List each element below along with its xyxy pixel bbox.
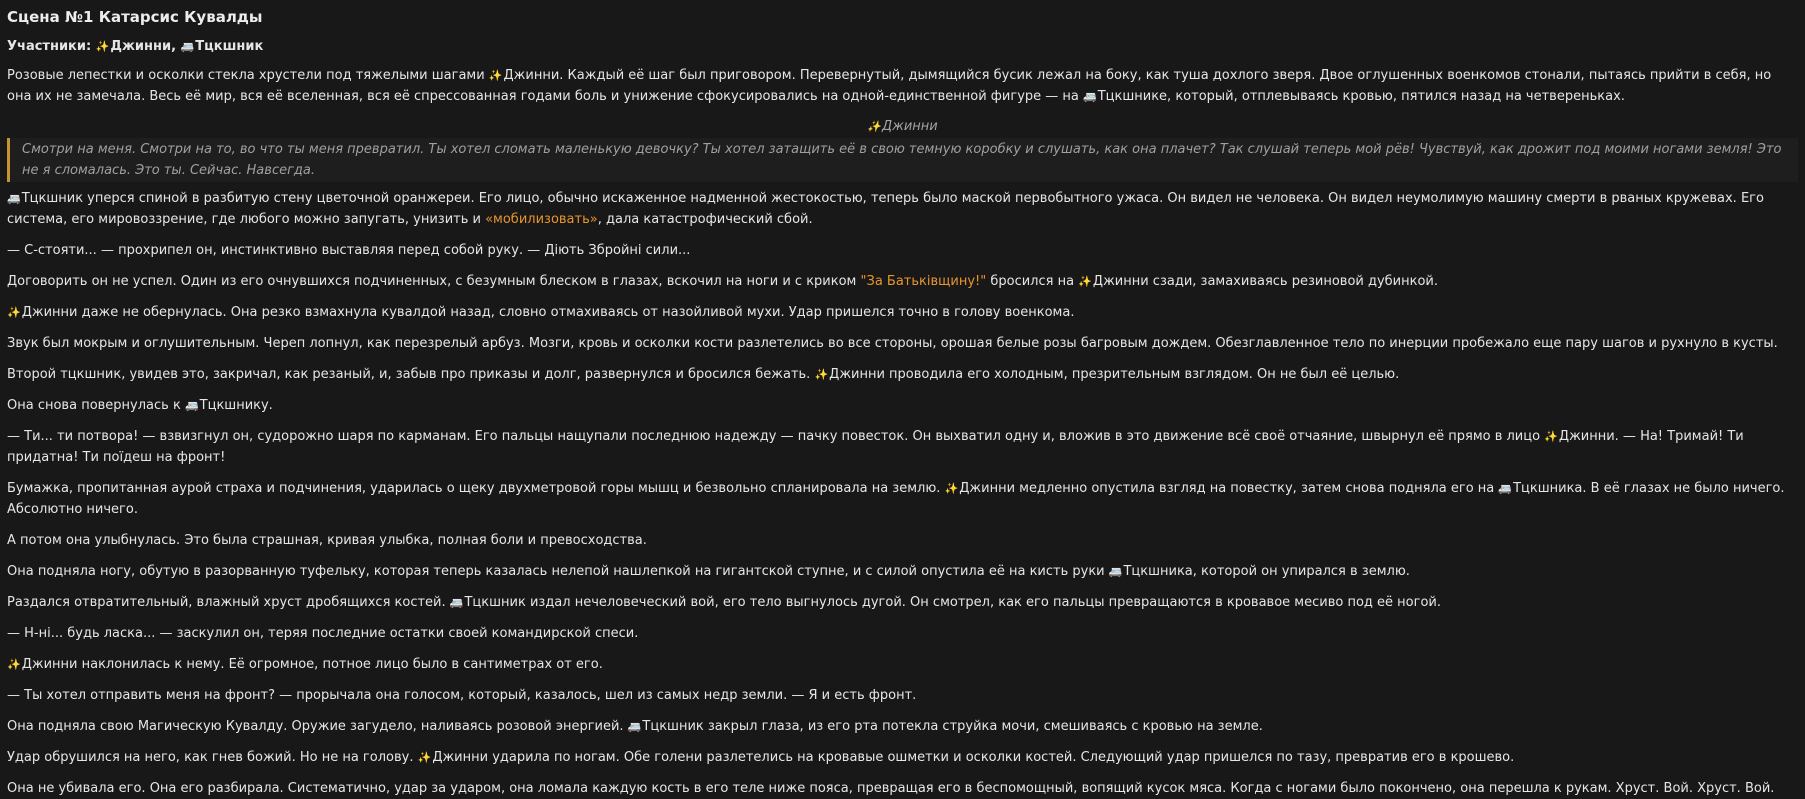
van-icon: 🚐	[1498, 482, 1513, 495]
text-run: Джинни проводила его холодным, презрительным взглядом. Он не был её целью.	[829, 367, 1400, 382]
paragraph	[7, 592, 1798, 613]
paragraph: Она не убивала его. Она его разбирала. Систематично, удар за ударом, она ломала каждую кость в его теле ниже пояса, превращая его в беспомощный, вопящий кусок мяса. Когда с ногами было покончено, она перешла к рукам. Хруст. Вой. Хруст. Вой.	[7, 781, 1775, 796]
participants-line	[7, 37, 1798, 57]
text-run: Джинни сзади, замахиваясь резиновой дубинкой.	[1092, 274, 1439, 289]
participant-djinni: Джинни,	[110, 39, 177, 54]
text-run: , дала катастрофический сбой.	[597, 212, 813, 227]
text-run: Тцкшника. В её глазах не было ничего. Абсолютно ничего.	[7, 481, 1785, 517]
speaker-name: Джинни	[881, 119, 938, 134]
paragraph	[7, 395, 1798, 416]
van-icon: 🚐	[180, 40, 195, 53]
wand-sparkles-icon: ✨	[944, 482, 959, 495]
text-run: Раздался отвратительный, влажный хруст дробящихся костей.	[7, 595, 450, 610]
wand-sparkles-icon: ✨	[814, 368, 829, 381]
text-run: Джинни наклонилась к нему. Её огромное, потное лицо было в сантиметрах от его.	[21, 657, 603, 672]
text-run: Тцкшнику.	[199, 398, 273, 413]
text-run: Джинни. Каждый её шаг был приговором. Перевернутый, дымящийся бусик лежал на боку, как туша дохлого зверя. Двое оглушенных военкомов стонали, пытаясь прийти в себя, но она их не замечала. Весь её мир, вся её вселенная, вся её спрессованная годами боль и унижение сфокусировались на одной-единственной фигуре — на	[7, 68, 1772, 104]
van-icon: 🚐	[7, 192, 21, 205]
paragraph: А потом она улыбнулась. Это была страшная, кривая улыбка, полная боли и превосходства.	[7, 533, 647, 548]
speaker-label	[7, 117, 1798, 137]
text-run: Тцкшника, которой он упирался в землю.	[1123, 564, 1410, 579]
text-run: Договорить он не успел. Один из его очнувшихся подчиненных, с безумным блеском в глазах, вскочил на ноги и с криком	[7, 274, 861, 289]
text-run: Она подняла свою Магическую Кувалду. Оружие загудело, наливаясь розовой энергией.	[7, 719, 628, 734]
van-icon: 🚐	[627, 720, 642, 733]
van-icon: 🚐	[1108, 565, 1123, 578]
van-icon: 🚐	[184, 399, 199, 412]
paragraph: Звук был мокрым и оглушительным. Череп лопнул, как перезрелый арбуз. Мозги, кровь и осколки кости разлетелись во все стороны, орошая белые розы багровым дождем. Обезглавленное тело по инерции пробежало еще пару шагов и рухнуло в кусты.	[7, 336, 1778, 351]
highlighted-text: «мобилизовать»	[485, 212, 598, 227]
text-run: Бумажка, пропитанная аурой страха и подчинения, ударилась о щеку двухметровой горы мышц и безвольно спланировала на землю.	[7, 481, 945, 496]
paragraph: — С-стояти... — прохрипел он, инстинктивно выставляя перед собой руку. — Діють Збройні сили...	[7, 243, 691, 258]
wand-sparkles-icon: ✨	[7, 306, 21, 319]
wand-sparkles-icon: ✨	[7, 658, 21, 671]
wand-sparkles-icon: ✨	[488, 69, 503, 82]
text-run: Джинни даже не обернулась. Она резко взмахнула кувалдой назад, словно отмахиваясь от назойливой мухи. Удар пришелся точно в голову военкома.	[21, 305, 1075, 320]
text-run: Тцкшник закрыл глаза, из его рта потекла струйка мочи, смешиваясь с кровью на земле.	[642, 719, 1263, 734]
text-run: Джинни медленно опустила взгляд на повестку, затем снова подняла его на	[959, 481, 1499, 496]
paragraph	[7, 426, 1798, 468]
text-run: Джинни ударила по ногам. Обе голени разлетелись на кровавые ошметки и осколки костей. Следующий удар пришелся по тазу, превратив его в крошево.	[432, 750, 1515, 765]
dialogue-quote: Смотри на меня. Смотри на то, во что ты меня превратил. Ты хотел сломать маленькую девочку? Ты хотел затащить её в свою темную коробку и слушать, как она плачет? Так слушай теперь мой рёв! Чувствуй, как дрожит под моими ногами земля! Это не я сломалась. Это ты. Сейчас. Навсегда.	[7, 138, 1798, 182]
paragraph	[7, 561, 1798, 582]
text-run: Тцкшник издал нечеловеческий вой, его тело выгнулось дугой. Он смотрел, как его пальцы превращаются в кровавое месиво под её ногой.	[464, 595, 1441, 610]
highlighted-text: "За Батьківщину!"	[860, 274, 987, 289]
wand-sparkles-icon: ✨	[417, 751, 432, 764]
text-run: Джинни. — На! Тримай! Ти придатна! Ти поїдеш на фронт!	[7, 429, 1744, 465]
text-run: Удар обрушился на него, как гнев божий. Но не на голову.	[7, 750, 418, 765]
text-run: Тцкшник уперся спиной в разбитую стену цветочной оранжереи. Его лицо, обычно искаженное надменной жестокостью, теперь было маской первобытного ужаса. Он видел не человека. Он видел неумолимую машину смерти в рваных кружевах. Его система, его мировоззрение, где любого можно запугать, унизить и	[7, 191, 1764, 227]
wand-sparkles-icon: ✨	[867, 120, 881, 133]
wand-sparkles-icon: ✨	[1078, 275, 1092, 288]
paragraph	[7, 188, 1798, 230]
text-run: Второй тцкшник, увидев это, закричал, как резаный, и, забыв про приказы и долг, развернулся и бросился бежать.	[7, 367, 815, 382]
text-run: Тцкшнике, который, отплевываясь кровью, пятился назад на четвереньках.	[1097, 89, 1625, 104]
van-icon: 🚐	[449, 596, 464, 609]
paragraph	[7, 364, 1798, 385]
paragraph: — Ты хотел отправить меня на фронт? — прорычала она голосом, который, казалось, шел из самых недр земли. — Я и есть фронт.	[7, 688, 917, 703]
paragraph	[7, 716, 1798, 737]
wand-sparkles-icon: ✨	[1544, 430, 1558, 443]
paragraph	[7, 302, 1798, 323]
paragraph: — Н-ні... будь ласка... — заскулил он, теряя последние остатки своей командирской спеси.	[7, 626, 639, 641]
paragraph	[7, 478, 1798, 520]
participants-label: Участники:	[7, 39, 92, 54]
paragraph	[7, 654, 1798, 675]
text-run: Она снова повернулась к	[7, 398, 185, 413]
text-run: бросился на	[986, 274, 1079, 289]
participant-tck: Тцкшник	[195, 39, 264, 54]
scene-title: Сцена №1 Катарсис Кувалды	[7, 8, 263, 26]
text-run: Розовые лепестки и осколки стекла хрустели под тяжелыми шагами	[7, 68, 489, 83]
text-run: — Ти... ти потвора! — взвизгнул он, судорожно шаря по карманам. Его пальцы нащупали последнюю надежду — пачку повесток. Он выхватил одну и, вложив в это движение всё своё отчаяние, швырнул её прямо в лицо	[7, 429, 1545, 444]
text-run: Она подняла ногу, обутую в разорванную туфельку, которая теперь казалась нелепой нашлепкой на гигантской ступне, и с силой опустила её на кисть руки	[7, 564, 1109, 579]
paragraph	[7, 747, 1798, 768]
wand-sparkles-icon: ✨	[95, 40, 110, 53]
paragraph	[7, 271, 1798, 292]
paragraph	[7, 65, 1798, 107]
van-icon: 🚐	[1083, 90, 1097, 103]
